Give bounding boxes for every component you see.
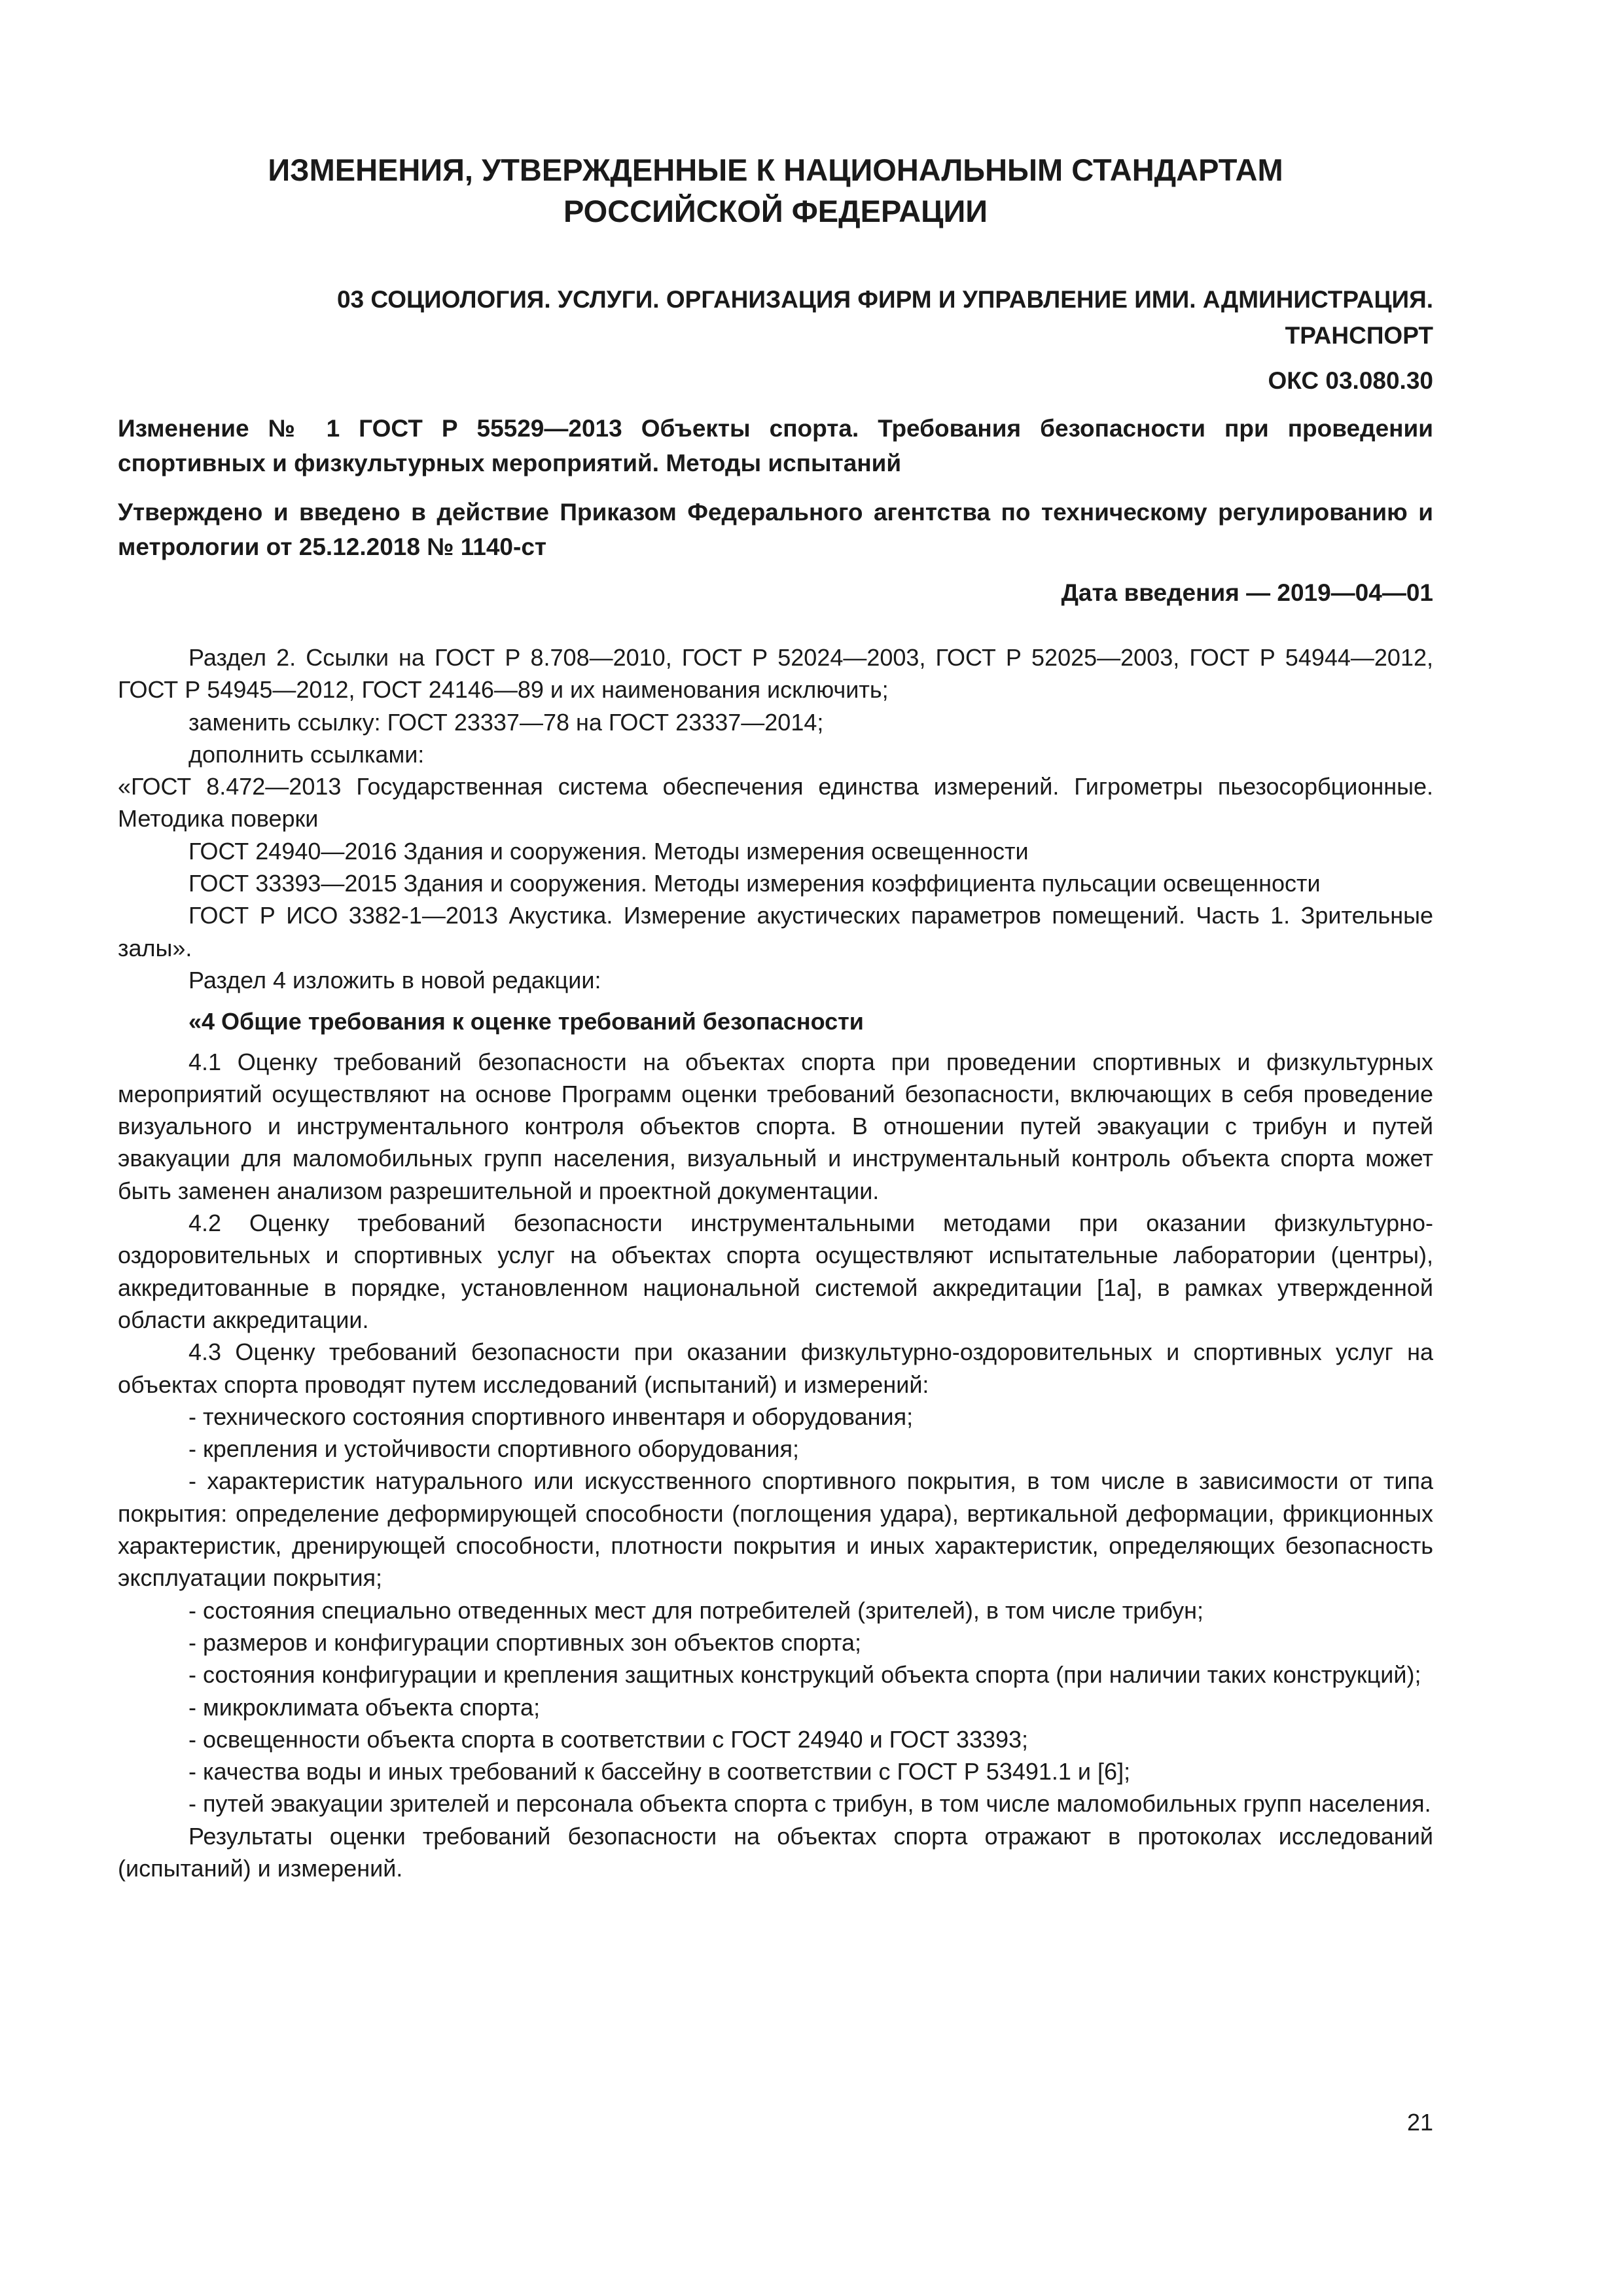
- section-heading-line-1: 03 СОЦИОЛОГИЯ. УСЛУГИ. ОРГАНИЗАЦИЯ ФИРМ И УПРАВЛЕНИЕ ИМИ. АДМИНИСТРАЦИЯ.: [336, 286, 1433, 313]
- paragraph-section-4-intro: Раздел 4 изложить в новой редакции:: [188, 966, 601, 994]
- list-item: - состояния специально отведенных мест для потребителей (зрителей), в том числе трибун;: [188, 1596, 1204, 1624]
- page-number: 21: [1406, 2109, 1433, 2136]
- list-item: - крепления и устойчивости спортивного оборудования;: [188, 1435, 799, 1463]
- list-item: - микроклимата объекта спорта;: [188, 1693, 541, 1721]
- reference-gost-iso-3382: ГОСТ Р ИСО 3382-1—2013 Акустика. Измерение акустических параметров помещений. Часть 1. Зрительные залы».: [118, 902, 1433, 961]
- change-title: Изменение № 1 ГОСТ Р 55529—2013 Объекты спорта. Требования безопасности при проведении спортивных и физкультурных мероприятий. Методы испытаний: [118, 415, 1433, 476]
- section-heading-line-2: ТРАНСПОРТ: [1285, 322, 1433, 349]
- document-body: [118, 641, 1433, 1884]
- paragraph-4-1: 4.1 Оценку требований безопасности на объектах спорта при проведении спортивных и физкультурных мероприятий осуществляют на основе Программ оценки требований безопасности, включающих в себя проведение визуального и инструментального контроля объектов спорта. В отношении путей эвакуации с трибун и путей эвакуации для маломобильных групп населения, визуальный и инструментальный контроль объекта спорта может быть заменен анализом разрешительной и проектной документации.: [118, 1048, 1433, 1204]
- list-item: - освещенности объекта спорта в соответствии с ГОСТ 24940 и ГОСТ 33393;: [188, 1725, 1029, 1753]
- reference-gost-24940: ГОСТ 24940—2016 Здания и сооружения. Методы измерения освещенности: [188, 837, 1029, 865]
- reference-gost-8-472: «ГОСТ 8.472—2013 Государственная система обеспечения единства измерений. Гигрометры пьезосорбционные. Методика поверки: [118, 773, 1433, 833]
- list-item: - путей эвакуации зрителей и персонала объекта спорта с трибун, в том числе маломобильных групп населения.: [188, 1790, 1431, 1818]
- title-line-1: ИЗМЕНЕНИЯ, УТВЕРЖДЕННЫЕ К НАЦИОНАЛЬНЫМ СТАНДАРТАМ: [268, 152, 1283, 187]
- paragraph-section-2: Раздел 2. Ссылки на ГОСТ Р 8.708—2010, ГОСТ Р 52024—2003, ГОСТ Р 52025—2003, ГОСТ Р 54944—2012, ГОСТ Р 54945—2012, ГОСТ 24146—89 и их наименования исключить;: [118, 644, 1433, 704]
- document-title: [118, 149, 1433, 232]
- oks-code: ОКС 03.080.30: [1268, 367, 1433, 394]
- approval-statement: Утверждено и введено в действие Приказом Федерального агентства по техническому регулированию и метрологии от 25.12.2018 № 1140-ст: [118, 499, 1433, 560]
- reference-gost-33393: ГОСТ 33393—2015 Здания и сооружения. Методы измерения коэффициента пульсации освещенности: [188, 870, 1321, 897]
- list-item: - размеров и конфигурации спортивных зон объектов спорта;: [188, 1628, 862, 1656]
- paragraph-results: Результаты оценки требований безопасности на объектах спорта отражают в протоколах исследований (испытаний) и измерений.: [118, 1822, 1433, 1882]
- list-item: - качества воды и иных требований к бассейну в соответствии с ГОСТ Р 53491.1 и [6];: [188, 1758, 1131, 1785]
- paragraph-add-references: дополнить ссылками:: [188, 740, 425, 768]
- list-item: - технического состояния спортивного инвентаря и оборудования;: [188, 1403, 914, 1430]
- list-item: - состояния конфигурации и крепления защитных конструкций объекта спорта (при наличии таких конструкций);: [188, 1661, 1421, 1689]
- paragraph-4-2: 4.2 Оценку требований безопасности инструментальными методами при оказании физкультурно-оздоровительных и спортивных услуг на объектах спорта осуществляют испытательные лаборатории (центры), аккредитованные в порядке, установленном национальной системой аккредитации [1а], в рамках утвержденной области аккредитации.: [118, 1210, 1433, 1333]
- paragraph-replace-reference: заменить ссылку: ГОСТ 23337—78 на ГОСТ 23337—2014;: [188, 708, 824, 736]
- document-page: [118, 0, 1433, 2296]
- paragraph-4-3: 4.3 Оценку требований безопасности при оказании физкультурно-оздоровительных и спортивных услуг на объектах спорта проводят путем исследований (испытаний) и измерений:: [118, 1338, 1433, 1398]
- list-item: - характеристик натурального или искусственного спортивного покрытия, в том числе в зависимости от типа покрытия: определение деформирующей способности (поглощения удара), вертикальной деформации, фрикционных характеристик, дренирующей способности, плотности покрытия и иных характеристик, определяющих безопасность эксплуатации покрытия;: [118, 1467, 1433, 1592]
- title-line-2: РОССИЙСКОЙ ФЕДЕРАЦИИ: [563, 194, 988, 228]
- effective-date: Дата введения — 2019—04—01: [1061, 579, 1433, 606]
- section-heading: [118, 281, 1433, 353]
- subheading-section-4: «4 Общие требования к оценке требований безопасности: [188, 1008, 864, 1035]
